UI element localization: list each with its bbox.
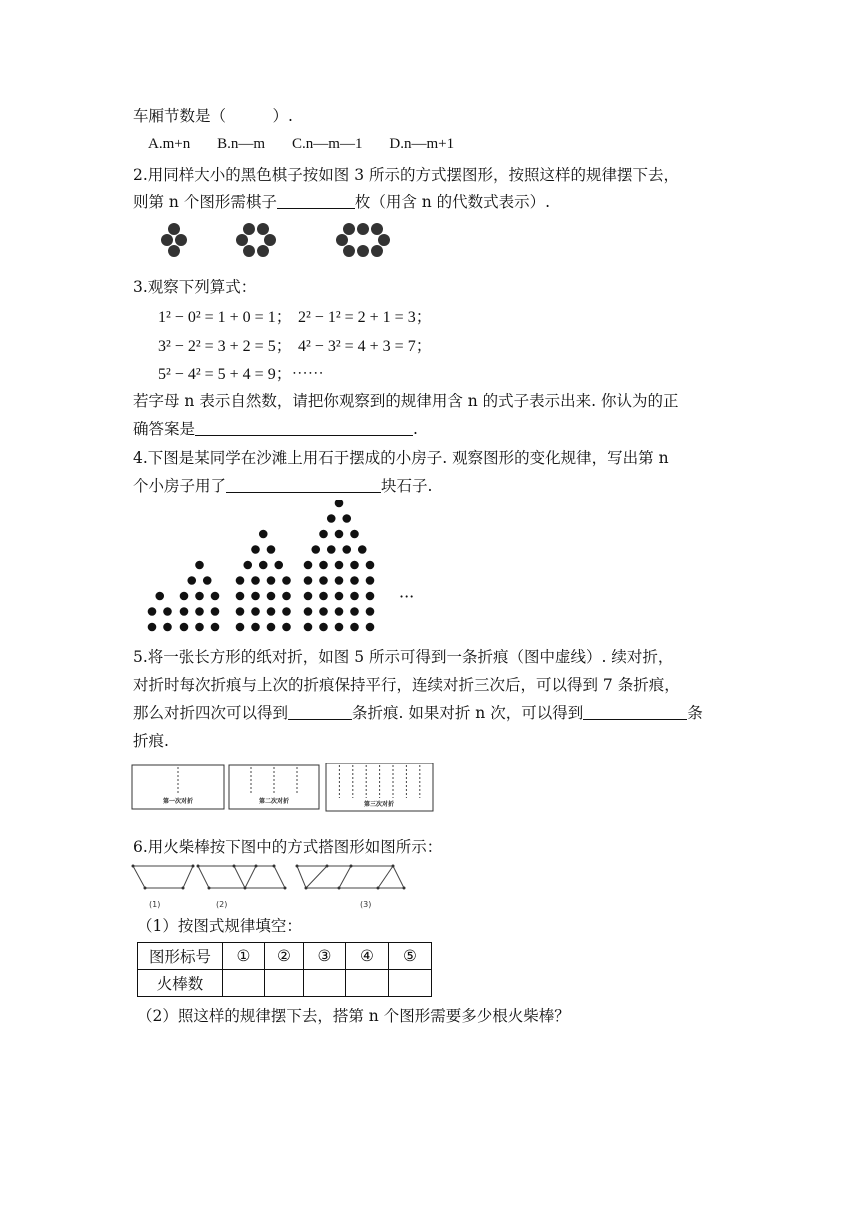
table-header-4: ④ [346, 943, 389, 970]
table-header-3: ③ [304, 943, 346, 970]
q1-option-d: D.n—m+1 [389, 136, 455, 152]
table-cell-input[interactable] [346, 970, 389, 997]
q3-eq2: 2² − 1² = 2 + 1 = 3； [298, 309, 432, 326]
q5-answer-blank-1[interactable] [288, 704, 352, 720]
table-cell-input[interactable] [223, 970, 265, 997]
q1-option-a: A.m+n [148, 136, 191, 152]
q5-caption-3: 第三次对折 [364, 801, 395, 808]
q3-line1: 若字母 n 表示自然数，请把你观察到的规律用含 n 的式子表示出来. 你认为的正 [133, 392, 679, 410]
table-cell-input[interactable] [304, 970, 346, 997]
q2-answer-blank[interactable] [277, 193, 355, 209]
q1-option-c: C.n—m—1 [292, 136, 363, 152]
q3-eq5: 5² − 4² = 5 + 4 = 9；⋯⋯ [158, 366, 324, 383]
q6-label-3: (3) [360, 900, 372, 909]
q2-line2 [133, 190, 550, 212]
q5-line3-prefix: 那么对折四次可以得到 [133, 704, 289, 722]
q6-label-2: (2) [216, 900, 228, 909]
q6-label-1: (1) [149, 900, 161, 909]
q6-title: 6.用火柴棒按下图中的方式搭图形如图所示： [133, 838, 443, 856]
q3-eq1: 1² − 0² = 1 + 0 = 1； [158, 309, 292, 326]
q4-ellipsis: ··· [399, 587, 415, 606]
q3-answer-blank[interactable] [195, 420, 413, 436]
q3-eq3: 3² − 2² = 3 + 2 = 5； [158, 338, 292, 355]
q2-line2-suffix: 枚（用含 n 的代数式表示）. [354, 193, 551, 211]
q6-sub2: （2）照这样的规律摆下去，搭第 n 个图形需要多少根火柴棒？ [137, 1007, 570, 1025]
q4-line2 [133, 474, 432, 496]
q3-eq4: 4² − 3² = 4 + 3 = 7； [298, 338, 432, 355]
q5-caption-2: 第二次对折 [259, 798, 290, 805]
q5-fold-paper-figure [131, 763, 435, 813]
q5-line3 [133, 701, 703, 723]
table-row-label: 火棒数 [138, 970, 223, 997]
q1-option-b: B.n—m [217, 136, 266, 152]
q6-matchstick-figure [131, 862, 431, 912]
q6-fill-table [137, 942, 432, 997]
q2-chess-pieces-figure [158, 222, 418, 258]
table-header-label: 图形标号 [138, 943, 223, 970]
q5-line4: 折痕. [133, 732, 169, 750]
q4-line1: 4.下图是某同学在沙滩上用石于摆成的小房子. 观察图形的变化规律，写出第 n [133, 449, 669, 467]
q5-answer-blank-2[interactable] [583, 704, 687, 720]
table-row [138, 943, 432, 970]
table-cell-input[interactable] [265, 970, 304, 997]
q5-caption-1: 第一次对折 [163, 798, 194, 805]
table-header-1: ① [223, 943, 265, 970]
q3-line2-suffix: . [413, 420, 418, 438]
table-header-5: ⑤ [389, 943, 432, 970]
q4-stone-houses-figure [140, 500, 430, 640]
q5-line3-middle: 条折痕. 如果对折 n 次，可以得到 [352, 704, 584, 722]
q4-answer-blank[interactable] [226, 477, 381, 493]
q4-line2-suffix: 块石子. [381, 477, 433, 495]
q5-line1: 5.将一张长方形的纸对折，如图 5 所示可得到一条折痕（图中虚线）. 续对折， [133, 648, 674, 666]
q5-line2: 对折时每次折痕与上次的折痕保持平行，连续对折三次后，可以得到 7 条折痕， [133, 676, 680, 694]
table-header-2: ② [265, 943, 304, 970]
q3-line2 [133, 417, 418, 439]
q6-sub1: （1）按图式规律填空： [137, 917, 302, 935]
q1-options [148, 134, 476, 153]
table-row [138, 970, 432, 997]
q3-title: 3.观察下列算式： [133, 278, 257, 296]
q2-line1: 2.用同样大小的黑色棋子按如图 3 所示的方式摆图形，按照这样的规律摆下去， [133, 166, 680, 184]
q1-tail-text: 车厢节数是（ ）. [133, 107, 293, 125]
table-cell-input[interactable] [389, 970, 432, 997]
q3-line2-prefix: 确答案是 [133, 420, 196, 438]
q5-line3-suffix: 条 [687, 704, 703, 722]
q4-line2-prefix: 个小房子用了 [133, 477, 227, 495]
q2-line2-prefix: 则第 n 个图形需棋子 [133, 193, 277, 211]
